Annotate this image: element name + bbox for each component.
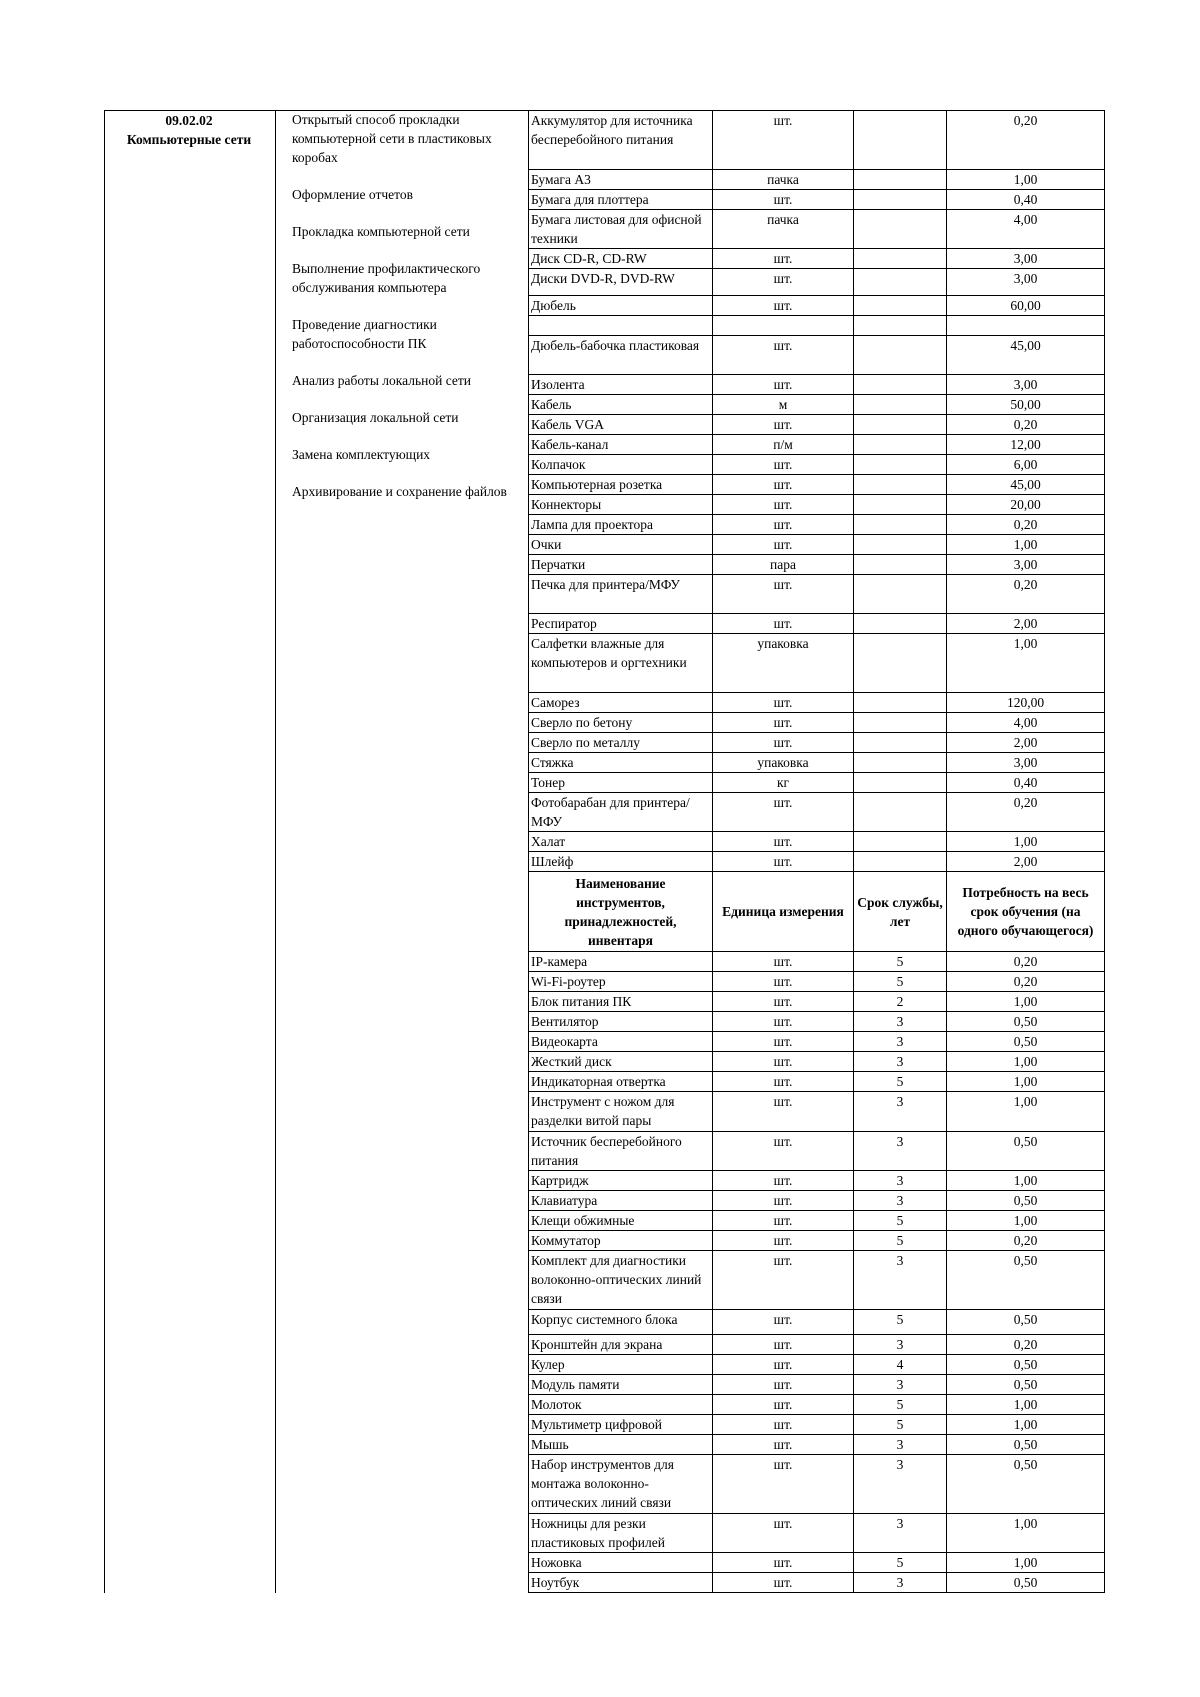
tool-row bbox=[529, 1553, 1105, 1573]
material-life bbox=[854, 336, 947, 375]
tool-name: Молоток bbox=[529, 1395, 713, 1415]
tool-quantity: 1,00 bbox=[947, 1553, 1105, 1573]
material-quantity: 60,00 bbox=[947, 296, 1105, 316]
tool-life: 5 bbox=[854, 1072, 947, 1092]
material-name: Аккумулятор для источника бесперебойного питания bbox=[529, 111, 713, 170]
tool-unit: шт. bbox=[713, 1309, 854, 1334]
material-life bbox=[854, 296, 947, 316]
material-quantity: 0,20 bbox=[947, 111, 1105, 170]
material-row bbox=[529, 614, 1105, 634]
material-unit: п/м bbox=[713, 435, 854, 455]
material-life bbox=[854, 753, 947, 773]
material-row bbox=[529, 733, 1105, 753]
material-life bbox=[854, 111, 947, 170]
task-item: Прокладка компьютерной сети bbox=[292, 224, 470, 239]
material-unit: шт. bbox=[713, 475, 854, 495]
material-row bbox=[529, 575, 1105, 614]
tool-quantity: 1,00 bbox=[947, 1513, 1105, 1552]
tool-row bbox=[529, 952, 1105, 972]
tool-life: 3 bbox=[854, 1092, 947, 1131]
material-quantity: 20,00 bbox=[947, 495, 1105, 515]
material-name: Респиратор bbox=[529, 614, 713, 634]
header-name: Наименование инструментов, принадлежностей, инвентаря bbox=[529, 872, 713, 952]
tool-life: 3 bbox=[854, 1435, 947, 1455]
tool-quantity: 0,50 bbox=[947, 1455, 1105, 1514]
material-quantity: 0,40 bbox=[947, 773, 1105, 793]
material-life bbox=[854, 713, 947, 733]
material-life bbox=[854, 832, 947, 852]
material-row bbox=[529, 296, 1105, 316]
material-row bbox=[529, 793, 1105, 832]
tool-life: 5 bbox=[854, 1210, 947, 1230]
material-unit: шт. bbox=[713, 713, 854, 733]
tool-unit: шт. bbox=[713, 1230, 854, 1250]
material-row bbox=[529, 268, 1105, 295]
material-quantity: 0,20 bbox=[947, 793, 1105, 832]
header-life: Срок службы, лет bbox=[854, 872, 947, 952]
tool-life: 5 bbox=[854, 1230, 947, 1250]
header-unit: Единица измерения bbox=[713, 872, 854, 952]
material-name: Изолента bbox=[529, 375, 713, 395]
tool-quantity: 1,00 bbox=[947, 1210, 1105, 1230]
tool-name: Клещи обжимные bbox=[529, 1210, 713, 1230]
material-name bbox=[529, 316, 713, 336]
material-name: Колпачок bbox=[529, 455, 713, 475]
tool-quantity: 0,50 bbox=[947, 1131, 1105, 1170]
tool-unit: шт. bbox=[713, 1210, 854, 1230]
material-quantity: 4,00 bbox=[947, 209, 1105, 248]
material-unit: кг bbox=[713, 773, 854, 793]
tool-row bbox=[529, 1455, 1105, 1514]
tool-quantity: 0,50 bbox=[947, 1012, 1105, 1032]
tool-life: 5 bbox=[854, 1395, 947, 1415]
tool-unit: шт. bbox=[713, 992, 854, 1012]
tools-header-row bbox=[529, 872, 1105, 952]
material-quantity: 0,40 bbox=[947, 189, 1105, 209]
tool-unit: шт. bbox=[713, 1513, 854, 1552]
material-life bbox=[854, 793, 947, 832]
material-name: Печка для принтера/МФУ bbox=[529, 575, 713, 614]
material-row bbox=[529, 209, 1105, 248]
material-quantity: 45,00 bbox=[947, 475, 1105, 495]
tool-name: Мышь bbox=[529, 1435, 713, 1455]
tool-quantity: 1,00 bbox=[947, 1395, 1105, 1415]
tool-life: 5 bbox=[854, 1309, 947, 1334]
material-quantity: 6,00 bbox=[947, 455, 1105, 475]
material-unit: шт. bbox=[713, 832, 854, 852]
tool-life: 3 bbox=[854, 1170, 947, 1190]
material-row bbox=[529, 634, 1105, 693]
material-life bbox=[854, 575, 947, 614]
tool-life: 5 bbox=[854, 972, 947, 992]
tool-name: Ножовка bbox=[529, 1553, 713, 1573]
tool-quantity: 0,20 bbox=[947, 952, 1105, 972]
material-life bbox=[854, 435, 947, 455]
material-quantity: 0,20 bbox=[947, 515, 1105, 535]
tool-row bbox=[529, 992, 1105, 1012]
material-unit: упаковка bbox=[713, 634, 854, 693]
tool-name: Модуль памяти bbox=[529, 1375, 713, 1395]
material-quantity: 4,00 bbox=[947, 713, 1105, 733]
material-quantity: 120,00 bbox=[947, 693, 1105, 713]
tool-unit: шт. bbox=[713, 1052, 854, 1072]
material-row bbox=[529, 515, 1105, 535]
tool-quantity: 1,00 bbox=[947, 992, 1105, 1012]
tool-row bbox=[529, 1190, 1105, 1210]
material-unit: пачка bbox=[713, 209, 854, 248]
material-quantity: 2,00 bbox=[947, 852, 1105, 872]
material-name: Дюбель bbox=[529, 296, 713, 316]
task-item: Выполнение профилактического обслуживания компьютера bbox=[292, 261, 481, 295]
material-row bbox=[529, 832, 1105, 852]
section-name: Компьютерные сети bbox=[126, 132, 252, 147]
material-row bbox=[529, 475, 1105, 495]
material-quantity: 50,00 bbox=[947, 395, 1105, 415]
tool-quantity: 1,00 bbox=[947, 1170, 1105, 1190]
section-code: 09.02.02 bbox=[165, 113, 213, 128]
tool-life: 2 bbox=[854, 992, 947, 1012]
materials-tools-table bbox=[528, 110, 1105, 1593]
tool-row bbox=[529, 1230, 1105, 1250]
material-quantity: 12,00 bbox=[947, 435, 1105, 455]
material-unit: упаковка bbox=[713, 753, 854, 773]
material-quantity bbox=[947, 316, 1105, 336]
task-item: Архивирование и сохранение файлов bbox=[292, 484, 507, 499]
material-unit: шт. bbox=[713, 575, 854, 614]
material-unit: шт. bbox=[713, 614, 854, 634]
tool-name: Мультиметр цифровой bbox=[529, 1415, 713, 1435]
tool-name: Коммутатор bbox=[529, 1230, 713, 1250]
tool-life: 3 bbox=[854, 1335, 947, 1355]
material-row bbox=[529, 713, 1105, 733]
tool-name: Кронштейн для экрана bbox=[529, 1335, 713, 1355]
tool-unit: шт. bbox=[713, 1415, 854, 1435]
material-name: Дюбель-бабочка пластиковая bbox=[529, 336, 713, 375]
material-quantity: 1,00 bbox=[947, 832, 1105, 852]
material-row bbox=[529, 169, 1105, 189]
tool-row bbox=[529, 1052, 1105, 1072]
material-name: Сверло по металлу bbox=[529, 733, 713, 753]
material-name: Сверло по бетону bbox=[529, 713, 713, 733]
material-life bbox=[854, 316, 947, 336]
material-row bbox=[529, 395, 1105, 415]
header-quantity: Потребность на весь срок обучения (на одного обучающегося) bbox=[947, 872, 1105, 952]
tool-name: Блок питания ПК bbox=[529, 992, 713, 1012]
section-heading bbox=[104, 110, 274, 149]
tool-quantity: 0,50 bbox=[947, 1355, 1105, 1375]
tool-row bbox=[529, 1395, 1105, 1415]
material-unit: шт. bbox=[713, 733, 854, 753]
tool-name: Корпус системного блока bbox=[529, 1309, 713, 1334]
tool-row bbox=[529, 1573, 1105, 1593]
tool-life: 3 bbox=[854, 1190, 947, 1210]
material-row bbox=[529, 555, 1105, 575]
material-name: Диск CD-R, CD-RW bbox=[529, 248, 713, 268]
material-life bbox=[854, 495, 947, 515]
material-unit: шт. bbox=[713, 111, 854, 170]
material-unit: шт. bbox=[713, 852, 854, 872]
material-unit: шт. bbox=[713, 415, 854, 435]
tool-life: 5 bbox=[854, 1553, 947, 1573]
tool-unit: шт. bbox=[713, 1190, 854, 1210]
tool-life: 5 bbox=[854, 1415, 947, 1435]
tool-life: 3 bbox=[854, 1052, 947, 1072]
tool-row bbox=[529, 1092, 1105, 1131]
tool-row bbox=[529, 1513, 1105, 1552]
material-quantity: 3,00 bbox=[947, 555, 1105, 575]
material-row bbox=[529, 248, 1105, 268]
material-row bbox=[529, 316, 1105, 336]
tool-quantity: 1,00 bbox=[947, 1415, 1105, 1435]
material-unit: шт. bbox=[713, 248, 854, 268]
material-life bbox=[854, 248, 947, 268]
material-unit: шт. bbox=[713, 336, 854, 375]
material-row bbox=[529, 455, 1105, 475]
material-quantity: 3,00 bbox=[947, 268, 1105, 295]
task-item: Проведение диагностики работоспособности ПК bbox=[292, 317, 437, 351]
material-life bbox=[854, 475, 947, 495]
tool-row bbox=[529, 972, 1105, 992]
tool-quantity: 0,50 bbox=[947, 1250, 1105, 1309]
material-life bbox=[854, 852, 947, 872]
material-row bbox=[529, 415, 1105, 435]
tool-quantity: 0,20 bbox=[947, 972, 1105, 992]
tool-name: Жесткий диск bbox=[529, 1052, 713, 1072]
tool-row bbox=[529, 1131, 1105, 1170]
tool-name: Картридж bbox=[529, 1170, 713, 1190]
tool-quantity: 0,20 bbox=[947, 1335, 1105, 1355]
material-life bbox=[854, 555, 947, 575]
material-name: Компьютерная розетка bbox=[529, 475, 713, 495]
task-item: Открытый способ прокладки компьютерной сети в пластиковых коробах bbox=[292, 112, 492, 165]
material-row bbox=[529, 535, 1105, 555]
material-life bbox=[854, 169, 947, 189]
material-life bbox=[854, 455, 947, 475]
material-name: Халат bbox=[529, 832, 713, 852]
material-name: Кабель-канал bbox=[529, 435, 713, 455]
tool-row bbox=[529, 1210, 1105, 1230]
material-row bbox=[529, 693, 1105, 713]
tool-name: Комплект для диагностики волоконно-оптических линий связи bbox=[529, 1250, 713, 1309]
material-life bbox=[854, 395, 947, 415]
material-row bbox=[529, 852, 1105, 872]
material-unit: шт. bbox=[713, 375, 854, 395]
tool-life: 3 bbox=[854, 1455, 947, 1514]
material-quantity: 2,00 bbox=[947, 733, 1105, 753]
material-unit: шт. bbox=[713, 693, 854, 713]
material-unit bbox=[713, 316, 854, 336]
tool-quantity: 0,50 bbox=[947, 1435, 1105, 1455]
tool-quantity: 0,50 bbox=[947, 1032, 1105, 1052]
tool-name: Индикаторная отвертка bbox=[529, 1072, 713, 1092]
tool-name: Набор инструментов для монтажа волоконно-оптических линий связи bbox=[529, 1455, 713, 1514]
material-row bbox=[529, 189, 1105, 209]
tool-unit: шт. bbox=[713, 1131, 854, 1170]
material-unit: шт. bbox=[713, 515, 854, 535]
material-row bbox=[529, 336, 1105, 375]
tool-quantity: 0,50 bbox=[947, 1573, 1105, 1593]
material-unit: пара bbox=[713, 555, 854, 575]
material-name: Саморез bbox=[529, 693, 713, 713]
material-name: Коннекторы bbox=[529, 495, 713, 515]
material-life bbox=[854, 535, 947, 555]
material-name: Диски DVD-R, DVD-RW bbox=[529, 268, 713, 295]
tool-unit: шт. bbox=[713, 1032, 854, 1052]
tool-unit: шт. bbox=[713, 1395, 854, 1415]
material-quantity: 0,20 bbox=[947, 575, 1105, 614]
tool-unit: шт. bbox=[713, 1250, 854, 1309]
tool-unit: шт. bbox=[713, 1375, 854, 1395]
tool-quantity: 0,20 bbox=[947, 1230, 1105, 1250]
tool-life: 3 bbox=[854, 1513, 947, 1552]
material-life bbox=[854, 415, 947, 435]
tool-unit: шт. bbox=[713, 1435, 854, 1455]
tool-row bbox=[529, 1375, 1105, 1395]
material-name: Кабель VGA bbox=[529, 415, 713, 435]
tool-life: 5 bbox=[854, 952, 947, 972]
tool-row bbox=[529, 1032, 1105, 1052]
tool-unit: шт. bbox=[713, 1573, 854, 1593]
material-quantity: 1,00 bbox=[947, 634, 1105, 693]
tool-name: Инструмент с ножом для разделки витой пары bbox=[529, 1092, 713, 1131]
tool-name: Источник бесперебойного питания bbox=[529, 1131, 713, 1170]
tool-name: Клавиатура bbox=[529, 1190, 713, 1210]
material-quantity: 3,00 bbox=[947, 753, 1105, 773]
tool-unit: шт. bbox=[713, 1355, 854, 1375]
tool-row bbox=[529, 1072, 1105, 1092]
material-unit: шт. bbox=[713, 793, 854, 832]
material-row bbox=[529, 753, 1105, 773]
tool-name: Видеокарта bbox=[529, 1032, 713, 1052]
material-life bbox=[854, 693, 947, 713]
tool-life: 3 bbox=[854, 1573, 947, 1593]
material-life bbox=[854, 773, 947, 793]
tool-name: Кулер bbox=[529, 1355, 713, 1375]
material-unit: шт. bbox=[713, 189, 854, 209]
material-row bbox=[529, 773, 1105, 793]
material-row bbox=[529, 435, 1105, 455]
material-name: Бумага для плоттера bbox=[529, 189, 713, 209]
material-name: Стяжка bbox=[529, 753, 713, 773]
tool-row bbox=[529, 1355, 1105, 1375]
material-quantity: 2,00 bbox=[947, 614, 1105, 634]
material-unit: шт. bbox=[713, 296, 854, 316]
material-name: Перчатки bbox=[529, 555, 713, 575]
tool-unit: шт. bbox=[713, 1455, 854, 1514]
tool-unit: шт. bbox=[713, 1092, 854, 1131]
tool-row bbox=[529, 1250, 1105, 1309]
material-name: Кабель bbox=[529, 395, 713, 415]
material-life bbox=[854, 209, 947, 248]
material-life bbox=[854, 733, 947, 753]
material-name: Очки bbox=[529, 535, 713, 555]
material-row bbox=[529, 375, 1105, 395]
material-name: Бумага А3 bbox=[529, 169, 713, 189]
tool-unit: шт. bbox=[713, 1335, 854, 1355]
tool-row bbox=[529, 1335, 1105, 1355]
tool-life: 4 bbox=[854, 1355, 947, 1375]
tool-unit: шт. bbox=[713, 1012, 854, 1032]
tool-quantity: 1,00 bbox=[947, 1092, 1105, 1131]
tool-row bbox=[529, 1012, 1105, 1032]
material-life bbox=[854, 268, 947, 295]
tool-quantity: 1,00 bbox=[947, 1052, 1105, 1072]
task-item: Анализ работы локальной сети bbox=[292, 373, 471, 388]
tool-row bbox=[529, 1415, 1105, 1435]
tool-quantity: 0,50 bbox=[947, 1375, 1105, 1395]
material-name: Салфетки влажные для компьютеров и оргтехники bbox=[529, 634, 713, 693]
material-row bbox=[529, 495, 1105, 515]
code-column-border bbox=[275, 110, 276, 1593]
material-unit: м bbox=[713, 395, 854, 415]
material-name: Бумага листовая для офисной техники bbox=[529, 209, 713, 248]
tool-name: Ноутбук bbox=[529, 1573, 713, 1593]
tool-quantity: 0,50 bbox=[947, 1309, 1105, 1334]
material-unit: пачка bbox=[713, 169, 854, 189]
material-row bbox=[529, 111, 1105, 170]
material-quantity: 3,00 bbox=[947, 248, 1105, 268]
tool-life: 3 bbox=[854, 1012, 947, 1032]
tool-life: 3 bbox=[854, 1250, 947, 1309]
material-name: Фотобарабан для принтера/МФУ bbox=[529, 793, 713, 832]
left-border bbox=[104, 110, 105, 1593]
material-life bbox=[854, 634, 947, 693]
material-unit: шт. bbox=[713, 268, 854, 295]
tool-name: Wi-Fi-роутер bbox=[529, 972, 713, 992]
material-name: Шлейф bbox=[529, 852, 713, 872]
tool-life: 3 bbox=[854, 1032, 947, 1052]
material-life bbox=[854, 375, 947, 395]
material-quantity: 1,00 bbox=[947, 535, 1105, 555]
material-name: Лампа для проектора bbox=[529, 515, 713, 535]
tool-name: IP-камера bbox=[529, 952, 713, 972]
tool-unit: шт. bbox=[713, 1170, 854, 1190]
tool-life: 3 bbox=[854, 1131, 947, 1170]
tool-unit: шт. bbox=[713, 1072, 854, 1092]
tool-unit: шт. bbox=[713, 972, 854, 992]
material-quantity: 0,20 bbox=[947, 415, 1105, 435]
task-item: Замена комплектующих bbox=[292, 447, 431, 462]
tool-row bbox=[529, 1170, 1105, 1190]
tool-life: 3 bbox=[854, 1375, 947, 1395]
material-quantity: 45,00 bbox=[947, 336, 1105, 375]
material-unit: шт. bbox=[713, 455, 854, 475]
material-name: Тонер bbox=[529, 773, 713, 793]
tool-row bbox=[529, 1309, 1105, 1334]
tool-quantity: 1,00 bbox=[947, 1072, 1105, 1092]
tool-quantity: 0,50 bbox=[947, 1190, 1105, 1210]
tool-row bbox=[529, 1435, 1105, 1455]
material-unit: шт. bbox=[713, 495, 854, 515]
material-life bbox=[854, 189, 947, 209]
tasks-list bbox=[292, 110, 524, 519]
task-item: Организация локальной сети bbox=[292, 410, 459, 425]
material-quantity: 1,00 bbox=[947, 169, 1105, 189]
material-life bbox=[854, 515, 947, 535]
tool-name: Вентилятор bbox=[529, 1012, 713, 1032]
tool-unit: шт. bbox=[713, 1553, 854, 1573]
material-unit: шт. bbox=[713, 535, 854, 555]
tool-unit: шт. bbox=[713, 952, 854, 972]
task-item: Оформление отчетов bbox=[292, 187, 413, 202]
tool-name: Ножницы для резки пластиковых профилей bbox=[529, 1513, 713, 1552]
material-life bbox=[854, 614, 947, 634]
material-quantity: 3,00 bbox=[947, 375, 1105, 395]
